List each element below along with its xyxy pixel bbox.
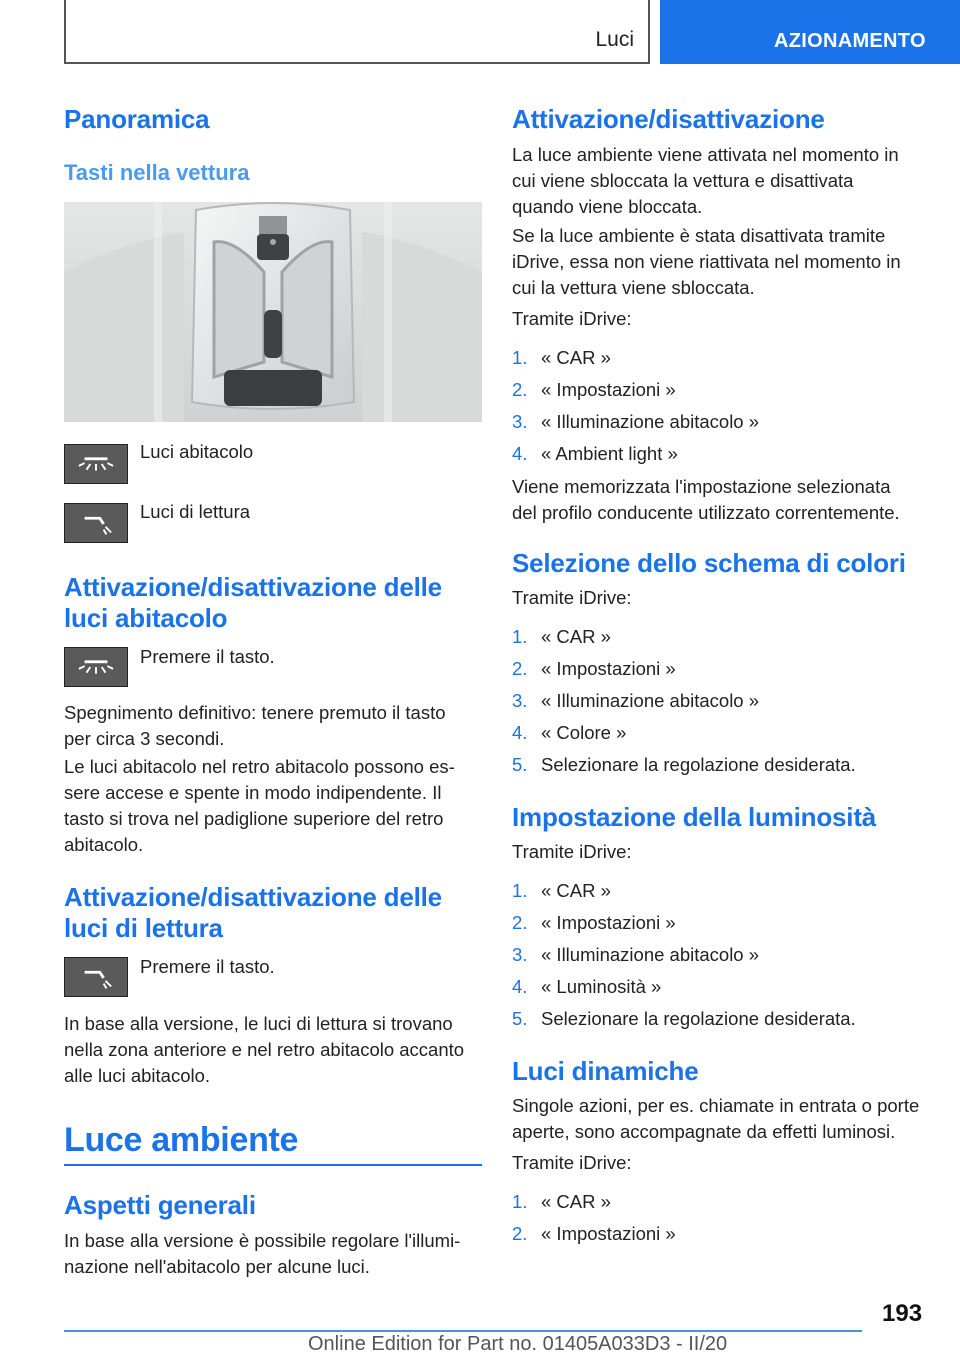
via-idrive: Tramite iDrive: — [512, 308, 632, 329]
chapter-tab-label: AZIONAMENTO — [774, 30, 926, 52]
footer-rule — [64, 1330, 862, 1332]
press-button-text: Premere il tasto. — [140, 956, 275, 977]
list-item: 3. « Illuminazione abitacolo » — [512, 944, 760, 965]
header-bar — [64, 0, 650, 64]
list-item: 5. Selezionare la regolazione desiderata. — [512, 754, 856, 775]
list-item: 4. « Colore » — [512, 722, 627, 743]
brightness-steps — [512, 879, 932, 1039]
press-button-text: Premere il tasto. — [140, 646, 275, 667]
list-item: 2. « Impostazioni » — [512, 912, 676, 933]
ambient-light-title: Luce ambiente — [64, 1121, 299, 1159]
roof-console-photo — [64, 202, 482, 422]
list-item: 2. « Impostazioni » — [512, 1223, 676, 1244]
activation-text-2: Se la luce ambiente è stata disattivata tramite iDrive, essa non viene riattivata nel momento in cui la vettura viene sbloccata. — [512, 225, 901, 298]
general-heading: Aspetti generali — [64, 1190, 256, 1220]
reading-light-label: Luci di lettura — [140, 501, 251, 522]
via-idrive: Tramite iDrive: — [512, 587, 632, 608]
dynamic-lights-heading: Luci dinamiche — [512, 1056, 699, 1086]
list-item: 2. « Impostazioni » — [512, 379, 676, 400]
title-rule — [64, 1164, 482, 1166]
dynamic-lights-text: Singole azioni, per es. chiamate in entrata o porte aperte, sono accompagnate da effetti luminosi. — [512, 1095, 920, 1142]
cabin-lights-heading: Attivazione/disattivazione delle luci abitacolo — [64, 572, 442, 633]
cabin-light-label: Luci abitacolo — [140, 441, 254, 462]
cabin-light-icon — [64, 444, 128, 484]
via-idrive: Tramite iDrive: — [512, 1152, 632, 1173]
reading-light-icon — [64, 957, 128, 997]
activation-steps — [512, 346, 932, 474]
page-number: 193 — [882, 1300, 923, 1327]
list-item: 1. « CAR » — [512, 880, 611, 901]
reading-lights-text: In base alla versione, le luci di lettura si trovano nella zona anteriore e nel retro abitacolo accanto alle luci abitacolo. — [64, 1013, 465, 1086]
edition-text: Online Edition for Part no. 01405A033D3 - II/20 — [308, 1333, 728, 1355]
list-item: 4. « Luminosità » — [512, 976, 662, 997]
list-item: 4. « Ambient light » — [512, 443, 678, 464]
dynamic-steps — [512, 1190, 932, 1254]
general-text: In base alla versione è possibile regolare l'illumi- nazione nell'abitacolo per alcune luci. — [64, 1230, 461, 1277]
activation-heading: Attivazione/disattivazione — [512, 104, 825, 134]
list-item: 5. Selezionare la regolazione desiderata. — [512, 1008, 856, 1029]
reading-lights-heading: Attivazione/disattivazione delle luci di lettura — [64, 882, 442, 943]
via-idrive: Tramite iDrive: — [512, 841, 632, 862]
activation-text-1: La luce ambiente viene attivata nel momento in cui viene sbloccata la vettura e disattivata quando viene bloccata. — [512, 144, 899, 217]
chapter-tab[interactable] — [660, 0, 960, 64]
color-steps — [512, 625, 932, 785]
list-item: 3. « Illuminazione abitacolo » — [512, 411, 760, 432]
list-item: 2. « Impostazioni » — [512, 658, 676, 679]
section-title: Luci — [595, 28, 634, 51]
reading-light-icon — [64, 503, 128, 543]
list-item: 1. « CAR » — [512, 626, 611, 647]
panoramica-heading: Panoramica — [64, 104, 210, 134]
cabin-light-icon — [64, 647, 128, 687]
cabin-lights-text-1: Spegnimento definitivo: tenere premuto il tasto per circa 3 secondi. — [64, 702, 446, 749]
list-item: 3. « Illuminazione abitacolo » — [512, 690, 760, 711]
brightness-heading: Impostazione della luminosità — [512, 802, 877, 832]
color-scheme-heading: Selezione dello schema di colori — [512, 548, 906, 578]
activation-text-3: Viene memorizzata l'impostazione selezionata del profilo conducente utilizzato correntemente. — [512, 476, 900, 523]
list-item: 1. « CAR » — [512, 1191, 611, 1212]
tasti-subheading: Tasti nella vettura — [64, 160, 250, 185]
list-item: 1. « CAR » — [512, 347, 611, 368]
cabin-lights-text-2: Le luci abitacolo nel retro abitacolo possono es- sere accese e spente in modo indipendente. Il tasto si trova nel padiglione superiore del retro abitacolo. — [64, 756, 455, 855]
